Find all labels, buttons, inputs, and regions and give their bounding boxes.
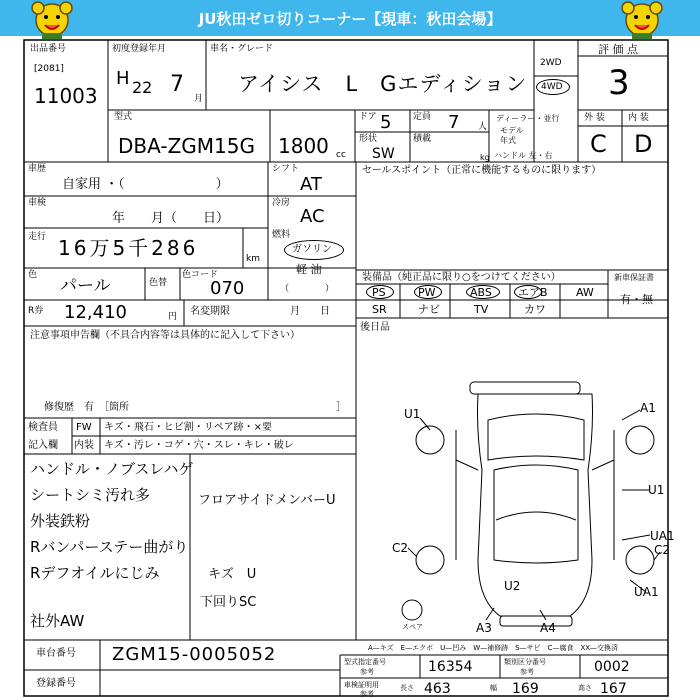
fuel-other: （ ） <box>280 284 335 294</box>
ac-label: 冷房 <box>272 198 291 208</box>
fuel-label: 燃料 <box>272 230 291 240</box>
first-reg-era: H <box>116 68 130 89</box>
spare-label: スペア <box>402 623 423 631</box>
note-right-2: キズ U <box>208 567 257 582</box>
dealer-line1: ディーラー・並行 <box>496 114 560 123</box>
fuel-diesel[interactable]: 軽 油 <box>296 263 322 276</box>
name-change-value: 月 日 <box>290 306 330 317</box>
lot-label: 出品番号 <box>30 44 67 54</box>
equip-ps[interactable]: PS <box>372 286 386 299</box>
equip-abs[interactable]: ABS <box>470 286 492 299</box>
load-label: 積載 <box>413 134 432 144</box>
first-reg-year: 22 <box>132 78 153 97</box>
color-code-label: 色コード <box>182 270 219 280</box>
type-cert-label: 型式指定番号 <box>344 658 386 666</box>
length-label: 長さ <box>400 684 414 692</box>
ac-value: AC <box>300 206 325 227</box>
class-num-label: 類別区分番号 <box>504 658 546 666</box>
class-num-value: 0002 <box>594 659 630 675</box>
doors-label: ドア <box>359 112 377 122</box>
first-reg-label: 初度登録年月 <box>112 44 167 54</box>
equip-leather[interactable]: カワ <box>524 303 546 316</box>
mark-ua1-rear: UA1 <box>634 585 659 599</box>
note-right-3: 下回りSC <box>200 595 257 610</box>
mileage-label: 走行 <box>28 232 47 242</box>
inspector-label: 検査員 <box>28 422 58 433</box>
fw-text: キズ・飛石・ヒビ割・リペア跡・×要 <box>104 422 272 433</box>
mark-a3: A3 <box>476 621 492 635</box>
dealer-line4: ハンドル 左・右 <box>494 151 553 160</box>
fuel-gas[interactable]: ガソリン <box>292 244 332 255</box>
fw-label: FW <box>76 422 92 433</box>
equip-aw[interactable]: AW <box>576 286 594 299</box>
note-2: シートシミ汚れ多 <box>30 486 151 504</box>
color-label: 色 <box>28 270 38 280</box>
note-6: 社外AW <box>30 612 85 630</box>
mark-a1-right: A1 <box>640 401 656 415</box>
capacity-label: 定員 <box>413 112 432 122</box>
int-check-text: キズ・汚レ・コゲ・穴・スレ・キレ・破レ <box>104 440 294 451</box>
car-name-label: 車名・グレード <box>210 44 274 54</box>
mark-u2: U2 <box>504 579 521 593</box>
dealer-line3: 年式 <box>500 136 516 145</box>
rating-value: 3 <box>608 63 630 103</box>
chassis-value: ZGM15-0005052 <box>112 644 277 665</box>
chassis-label: 車台番号 <box>36 648 76 659</box>
int-grade: D <box>634 130 653 158</box>
equip-tv[interactable]: TV <box>474 303 489 316</box>
warranty-label: 新車保証書 <box>614 273 654 282</box>
note-4: Rバンパーステー曲がり <box>30 538 189 556</box>
equip-airbag[interactable]: エアB <box>518 286 548 299</box>
name-change-label: 名変期限 <box>190 306 230 317</box>
mark-ua1-right: UA1 <box>650 529 675 543</box>
color-change-label: 色替 <box>149 278 168 288</box>
registration-label: 登録番号 <box>36 678 76 689</box>
recycle-value: 12,410 <box>64 302 127 323</box>
dealer-line2: モデル <box>500 126 524 135</box>
notice-label: 注意事項申告欄（不具合内容等は具体的に記入して下さい） <box>30 330 300 341</box>
first-reg-month-unit: 月 <box>194 94 204 104</box>
repair-close: ］ <box>336 402 346 413</box>
height-value: 167 <box>600 681 627 697</box>
dims-sub: 参考 <box>360 690 374 698</box>
displacement-unit: cc <box>336 150 346 160</box>
int-label: 内 装 <box>628 113 649 123</box>
load-unit: kg <box>480 153 490 162</box>
width-value: 169 <box>512 681 539 697</box>
type-cert-sub: 参考 <box>360 668 374 676</box>
equipment-label: 装備品（純正品に限り○をつけてください） <box>362 272 561 283</box>
equip-navi[interactable]: ナビ <box>418 303 440 316</box>
color-code: 070 <box>210 278 245 299</box>
rating-label: 評 価 点 <box>598 43 638 56</box>
note-1: ハンドル・ノブスレハゲ <box>30 460 194 478</box>
capacity-unit: 人 <box>478 122 488 132</box>
first-reg-month: 7 <box>170 72 184 97</box>
length-value: 463 <box>424 681 451 697</box>
mark-u1-right: U1 <box>648 483 665 497</box>
mileage-value: 16万5千286 <box>58 236 199 260</box>
ext-label: 外 装 <box>584 113 605 123</box>
shape-label: 形状 <box>359 134 378 144</box>
history-label: 車歴 <box>28 164 47 174</box>
width-label: 幅 <box>490 684 497 692</box>
damage-legend: A—キズ E—エクボ U—凹み W—補修跡 S—サビ C—腐食 XX—交換済 <box>368 644 619 652</box>
mark-c2-right: C2 <box>654 543 671 557</box>
car-name: アイシス L Gエディション <box>238 72 528 96</box>
shift-label: シフト <box>272 164 300 174</box>
history-value: 自家用 ・（ ） <box>62 177 229 192</box>
shift-value: AT <box>300 174 322 195</box>
recycle-unit: 円 <box>168 312 178 322</box>
seat-label: 後日品 <box>360 322 390 333</box>
warranty-value[interactable]: 有・無 <box>620 293 653 306</box>
displacement-value: 1800 <box>278 134 329 158</box>
equip-pw[interactable]: PW <box>418 286 436 299</box>
selling-points-label: セールスポイント（正常に機能するものに限ります） <box>362 165 602 176</box>
mileage-unit: km <box>246 254 260 264</box>
lot-number: 11003 <box>34 84 98 108</box>
mark-a4: A4 <box>540 621 556 635</box>
drive-2wd[interactable]: 2WD <box>540 58 562 68</box>
note-5: Rデフオイルにじみ <box>30 564 160 582</box>
drive-4wd[interactable]: 4WD <box>541 82 563 92</box>
model-label: 型式 <box>114 112 133 122</box>
inspection-label: 車検 <box>28 198 47 208</box>
height-label: 高さ <box>578 684 592 692</box>
capacity-value: 7 <box>448 112 460 133</box>
class-num-sub: 参考 <box>520 668 534 676</box>
inspection-value: 年 月（ 日） <box>112 211 230 226</box>
mark-u1-left: U1 <box>404 407 421 421</box>
inspector-label2: 記入欄 <box>28 440 58 451</box>
color-value: パール <box>60 276 111 296</box>
mark-c2-left: C2 <box>392 541 409 555</box>
recycle-label: R券 <box>28 306 44 316</box>
model-value: DBA-ZGM15G <box>118 134 255 158</box>
note-right-1: フロアサイドメンバーU <box>198 493 336 508</box>
int-check-label: 内装 <box>74 440 94 451</box>
shape-value: SW <box>372 146 395 162</box>
type-cert-value: 16354 <box>428 659 473 675</box>
note-3: 外装鉄粉 <box>30 512 91 530</box>
equip-sr[interactable]: SR <box>372 303 387 316</box>
doors-value: 5 <box>380 112 392 133</box>
repair-label: 修復歴 有 ［箇所 <box>44 402 129 413</box>
dims-label: 車検証明用 <box>344 681 379 689</box>
lot-sub: [2081] <box>34 64 64 74</box>
ext-grade: C <box>590 130 607 158</box>
header-title: JU秋田ゼロ切りコーナー【現車：秋田会場】 <box>198 10 502 28</box>
